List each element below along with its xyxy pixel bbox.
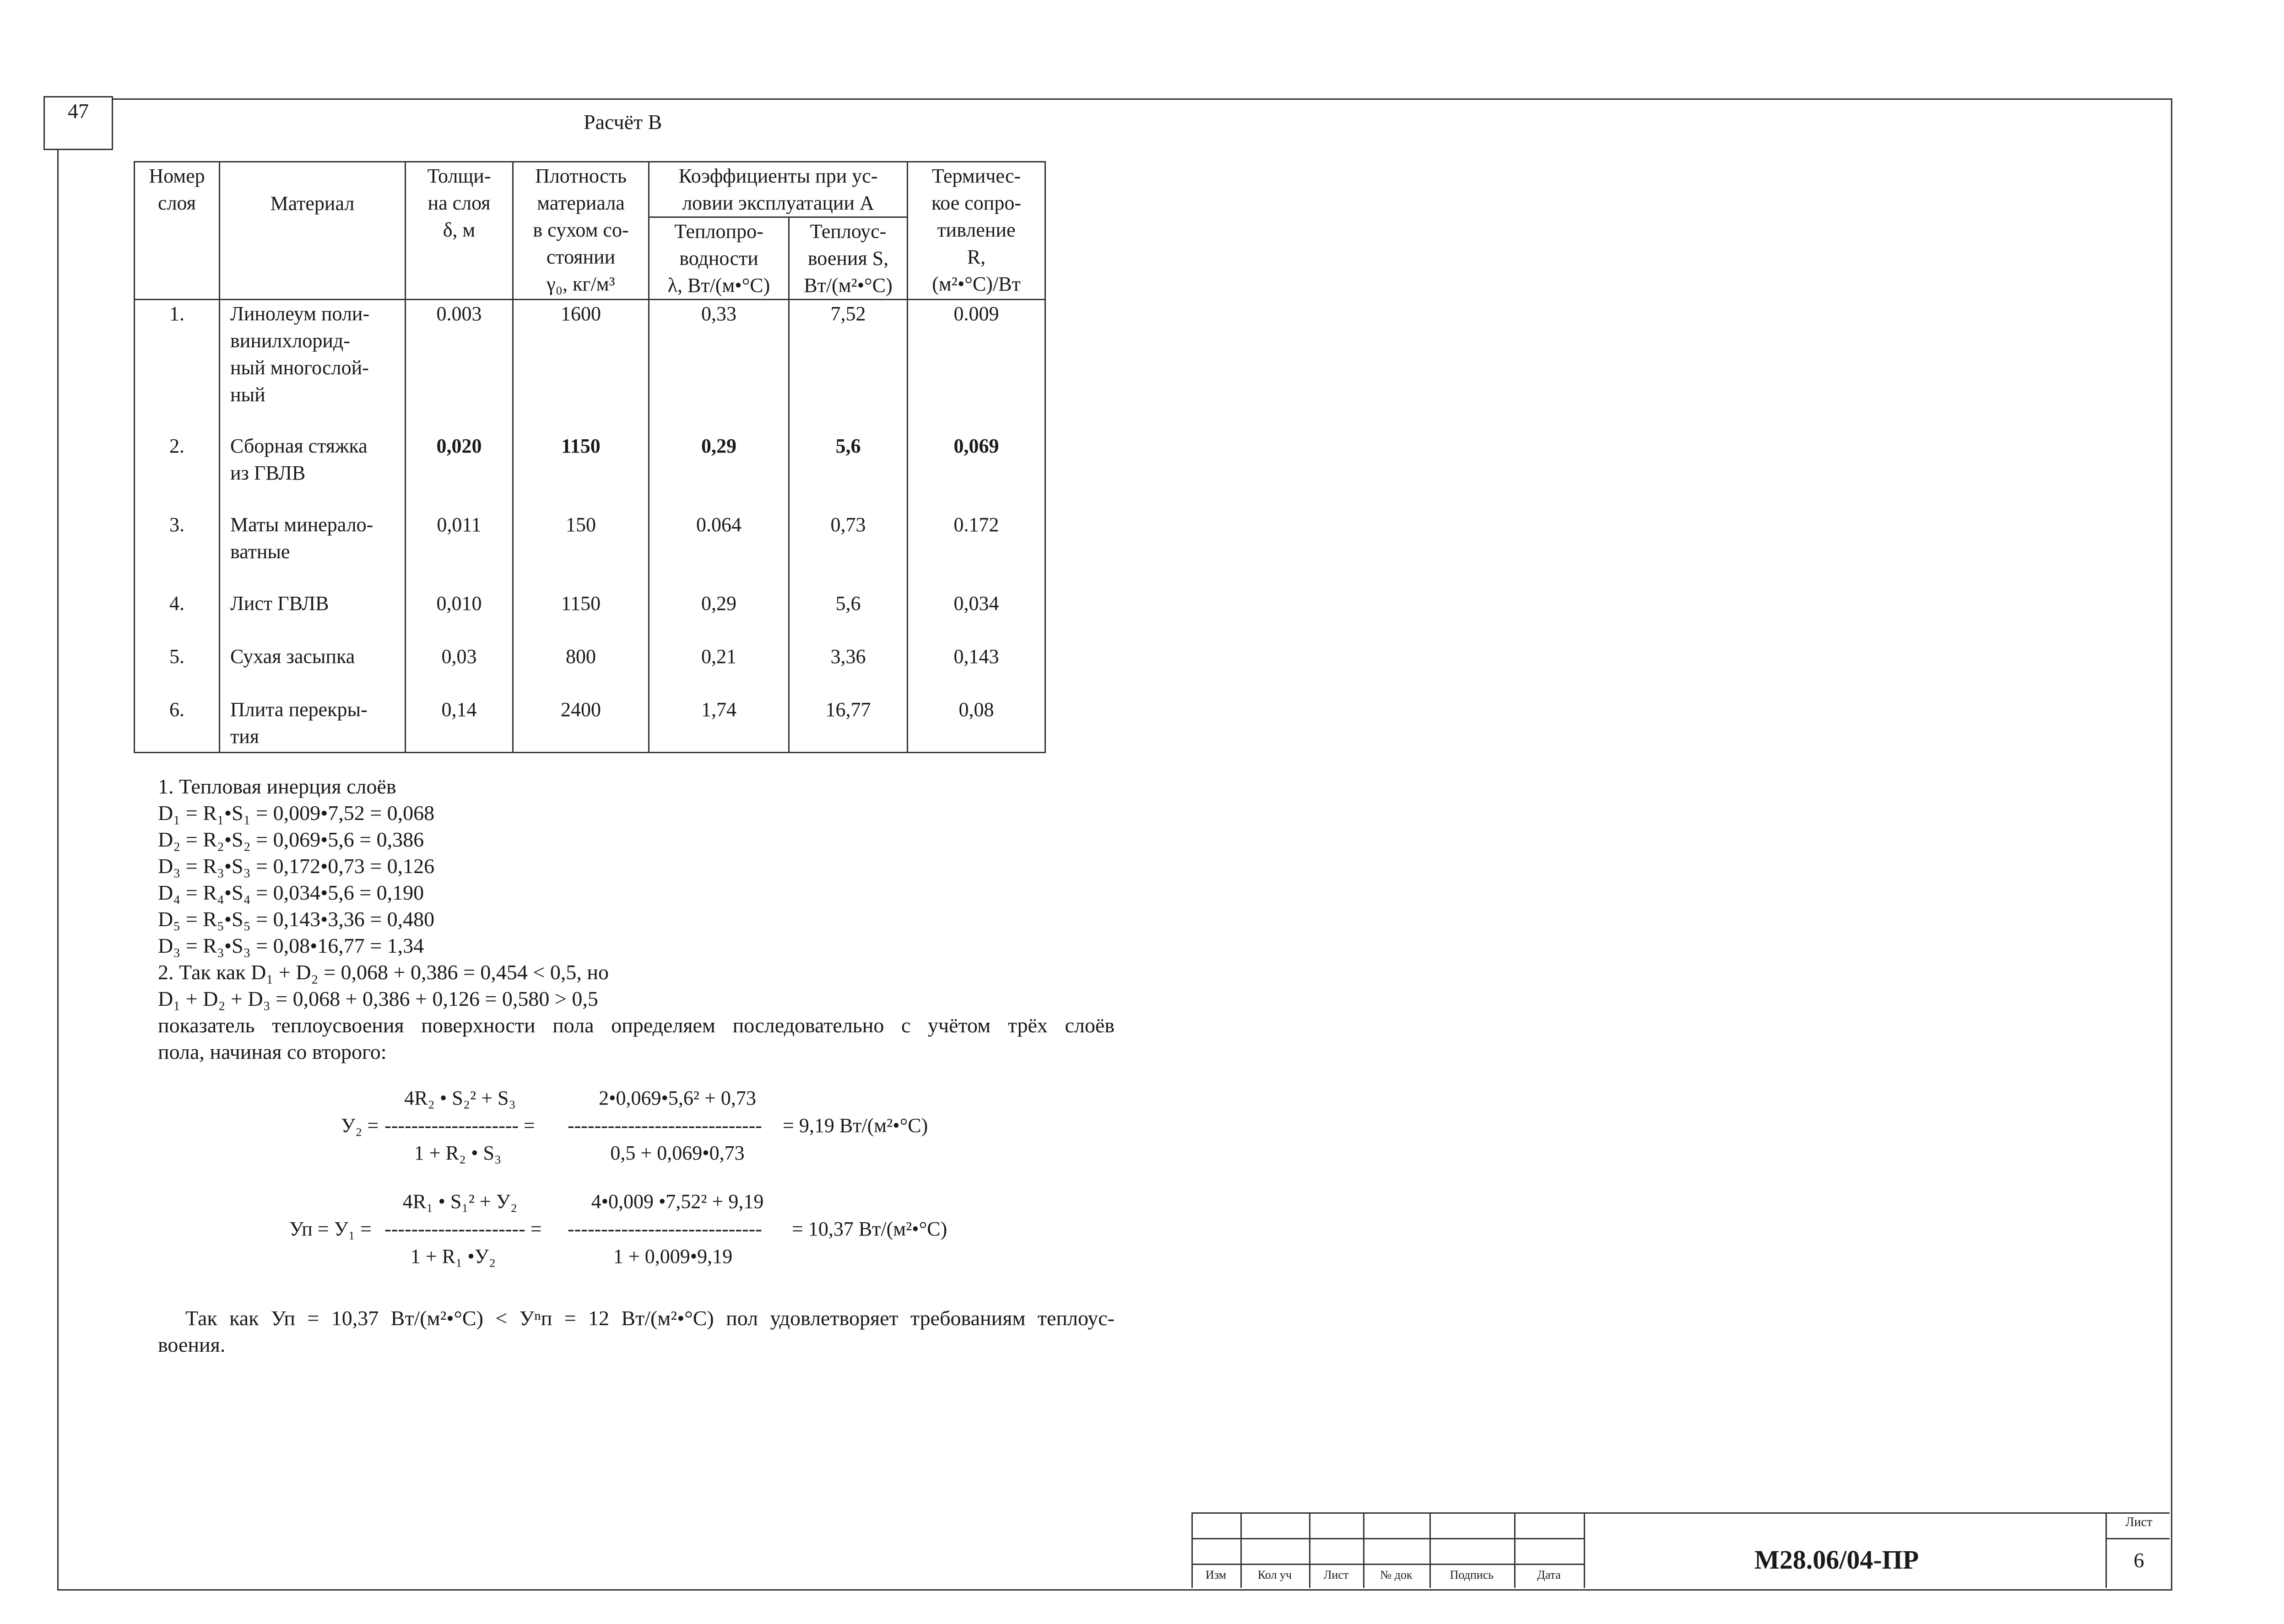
- inertia-line-5: D₅ = R₅•S₅ = 0,143•3,36 = 0,480: [158, 907, 435, 931]
- row-material: Маты минерало- ватные: [220, 511, 406, 590]
- row-r: 0,143: [908, 643, 1045, 696]
- page-title: Расчёт В: [584, 110, 662, 134]
- inertia-line-3: D₃ = R₃•S₃ = 0,172•0,73 = 0,126: [158, 854, 435, 878]
- formula-up-sub-denominator: 1 + 0,009•9,19: [613, 1245, 733, 1268]
- stamp-label-izm: Изм: [1205, 1568, 1227, 1581]
- row-density: 150: [513, 511, 649, 590]
- materials-table: [134, 161, 1046, 753]
- row-lambda: 0,29: [649, 432, 789, 511]
- formula-up-sub-numerator: 4•0,009 •7,52² + 9,19: [591, 1190, 764, 1213]
- formula-u2-lhs: У₂ =: [341, 1114, 379, 1137]
- row-s: 5,6: [789, 590, 908, 643]
- row-s: 5,6: [789, 432, 908, 511]
- stamp-label-list: Лист: [1323, 1568, 1349, 1581]
- row-no: 3.: [135, 511, 220, 590]
- formula-up-denominator: 1 + R₁ •У₂: [410, 1245, 496, 1268]
- row-s: 0,73: [789, 511, 908, 590]
- header-conductivity: Теплопро- водности λ, Вт/(м•°С): [649, 217, 789, 300]
- row-r: 0,069: [908, 432, 1045, 511]
- inertia-heading: 1. Тепловая инерция слоёв: [158, 775, 396, 798]
- stamp-label-kol-uch: Кол уч: [1257, 1568, 1292, 1581]
- sheet-corner-box: [43, 96, 113, 150]
- stamp-label-date: Дата: [1537, 1568, 1561, 1581]
- header-thickness: Толщи- на слоя δ, м: [406, 162, 513, 300]
- row-density: 1150: [513, 590, 649, 643]
- step2-line-1: 2. Так как D₁ + D₂ = 0,068 + 0,386 = 0,454 < 0,5, но: [158, 960, 609, 984]
- formula-u2-sub-numerator: 2•0,069•5,6² + 0,73: [599, 1087, 756, 1109]
- sheet-number: 6: [2133, 1548, 2144, 1572]
- row-lambda: 1,74: [649, 696, 789, 753]
- row-no: 1.: [135, 300, 220, 432]
- row-no: 2.: [135, 432, 220, 511]
- title-block: [1191, 1512, 2170, 1588]
- formula-u2-result: = 9,19 Вт/(м²•°С): [783, 1114, 928, 1137]
- header-material: Материал: [220, 162, 406, 300]
- row-r: 0.009: [908, 300, 1045, 432]
- row-thickness: 0,03: [406, 643, 513, 696]
- row-r: 0.172: [908, 511, 1045, 590]
- formula-u2-dash: -------------------- =: [384, 1114, 535, 1137]
- step2-line-2: D₁ + D₂ + D₃ = 0,068 + 0,386 + 0,126 = 0,580 > 0,5: [158, 987, 598, 1010]
- conclusion-line-1: Так как Уп = 10,37 Вт/(м²•°С) < Уⁿп = 12 Вт/(м²•°С) пол удовлетворяет требованиям теплоус-: [185, 1306, 1115, 1330]
- inertia-line-6: D₃ = R₃•S₃ = 0,08•16,77 = 1,34: [158, 934, 424, 957]
- row-material: Лист ГВЛВ: [220, 590, 406, 643]
- row-no: 4.: [135, 590, 220, 643]
- row-thickness: 0.003: [406, 300, 513, 432]
- header-density: Плотность материала в сухом со- стоянии γ₀, кг/м³: [513, 162, 649, 300]
- row-lambda: 0,29: [649, 590, 789, 643]
- formula-up-sub-dash: -----------------------------: [568, 1218, 762, 1240]
- table-row: [135, 300, 1045, 432]
- document-code: М28.06/04-ПР: [1754, 1545, 1919, 1575]
- formula-up-result: = 10,37 Вт/(м²•°С): [792, 1218, 947, 1240]
- formula-up-dash: --------------------- =: [384, 1218, 542, 1240]
- stamp-label-doc-no: № док: [1380, 1568, 1413, 1581]
- header-layer-no: Номер слоя: [135, 162, 220, 300]
- table-row: [135, 696, 1045, 753]
- sheet-label: Лист: [2125, 1515, 2153, 1529]
- row-lambda: 0.064: [649, 511, 789, 590]
- formula-u2-numerator: 4R₂ • S₂² + S₃: [404, 1087, 516, 1109]
- header-absorption: Теплоус- воения S, Вт/(м²•°С): [789, 217, 908, 300]
- row-thickness: 0,14: [406, 696, 513, 753]
- inertia-line-4: D₄ = R₄•S₄ = 0,034•5,6 = 0,190: [158, 881, 424, 904]
- row-thickness: 0,011: [406, 511, 513, 590]
- formula-up-numerator: 4R₁ • S₁² + У₂: [402, 1190, 518, 1213]
- table-header-row: [135, 162, 1045, 217]
- formula-u2-denominator: 1 + R₂ • S₃: [414, 1142, 502, 1164]
- row-density: 1600: [513, 300, 649, 432]
- table-row: [135, 432, 1045, 511]
- row-thickness: 0,010: [406, 590, 513, 643]
- table-row: [135, 590, 1045, 643]
- step2-line-3: показатель теплоусвоения поверхности пола определяем последовательно с учётом трёх слоёв: [158, 1014, 1115, 1037]
- header-resistance: Термичес- кое сопро- тивление R, (м²•°С)/Вт: [908, 162, 1045, 300]
- formula-u2-sub-denominator: 0,5 + 0,069•0,73: [610, 1142, 745, 1164]
- row-lambda: 0,33: [649, 300, 789, 432]
- sheet-corner-number: 47: [68, 99, 89, 123]
- row-no: 5.: [135, 643, 220, 696]
- row-r: 0,08: [908, 696, 1045, 753]
- row-r: 0,034: [908, 590, 1045, 643]
- row-material: Сборная стяжка из ГВЛВ: [220, 432, 406, 511]
- table-row: [135, 511, 1045, 590]
- inertia-line-2: D₂ = R₂•S₂ = 0,069•5,6 = 0,386: [158, 828, 424, 851]
- row-no: 6.: [135, 696, 220, 753]
- row-material: Плита перекры- тия: [220, 696, 406, 753]
- formula-up-lhs: Уп = У₁ =: [289, 1218, 372, 1240]
- stamp-label-signature: Подпись: [1450, 1568, 1494, 1581]
- row-s: 7,52: [789, 300, 908, 432]
- row-material: Сухая засыпка: [220, 643, 406, 696]
- row-thickness: 0,020: [406, 432, 513, 511]
- row-density: 800: [513, 643, 649, 696]
- header-coeff-group: Коэффициенты при ус- ловии эксплуатации А: [649, 162, 908, 217]
- formula-u2-sub-dash: -----------------------------: [568, 1114, 762, 1137]
- row-density: 1150: [513, 432, 649, 511]
- row-material: Линолеум поли- винилхлорид- ный многослой- ный: [220, 300, 406, 432]
- row-lambda: 0,21: [649, 643, 789, 696]
- row-s: 16,77: [789, 696, 908, 753]
- step2-line-4: пола, начиная со второго:: [158, 1040, 387, 1063]
- conclusion-line-2: воения.: [158, 1333, 226, 1356]
- inertia-line-1: D₁ = R₁•S₁ = 0,009•7,52 = 0,068: [158, 801, 435, 825]
- row-s: 3,36: [789, 643, 908, 696]
- row-density: 2400: [513, 696, 649, 753]
- table-row: [135, 643, 1045, 696]
